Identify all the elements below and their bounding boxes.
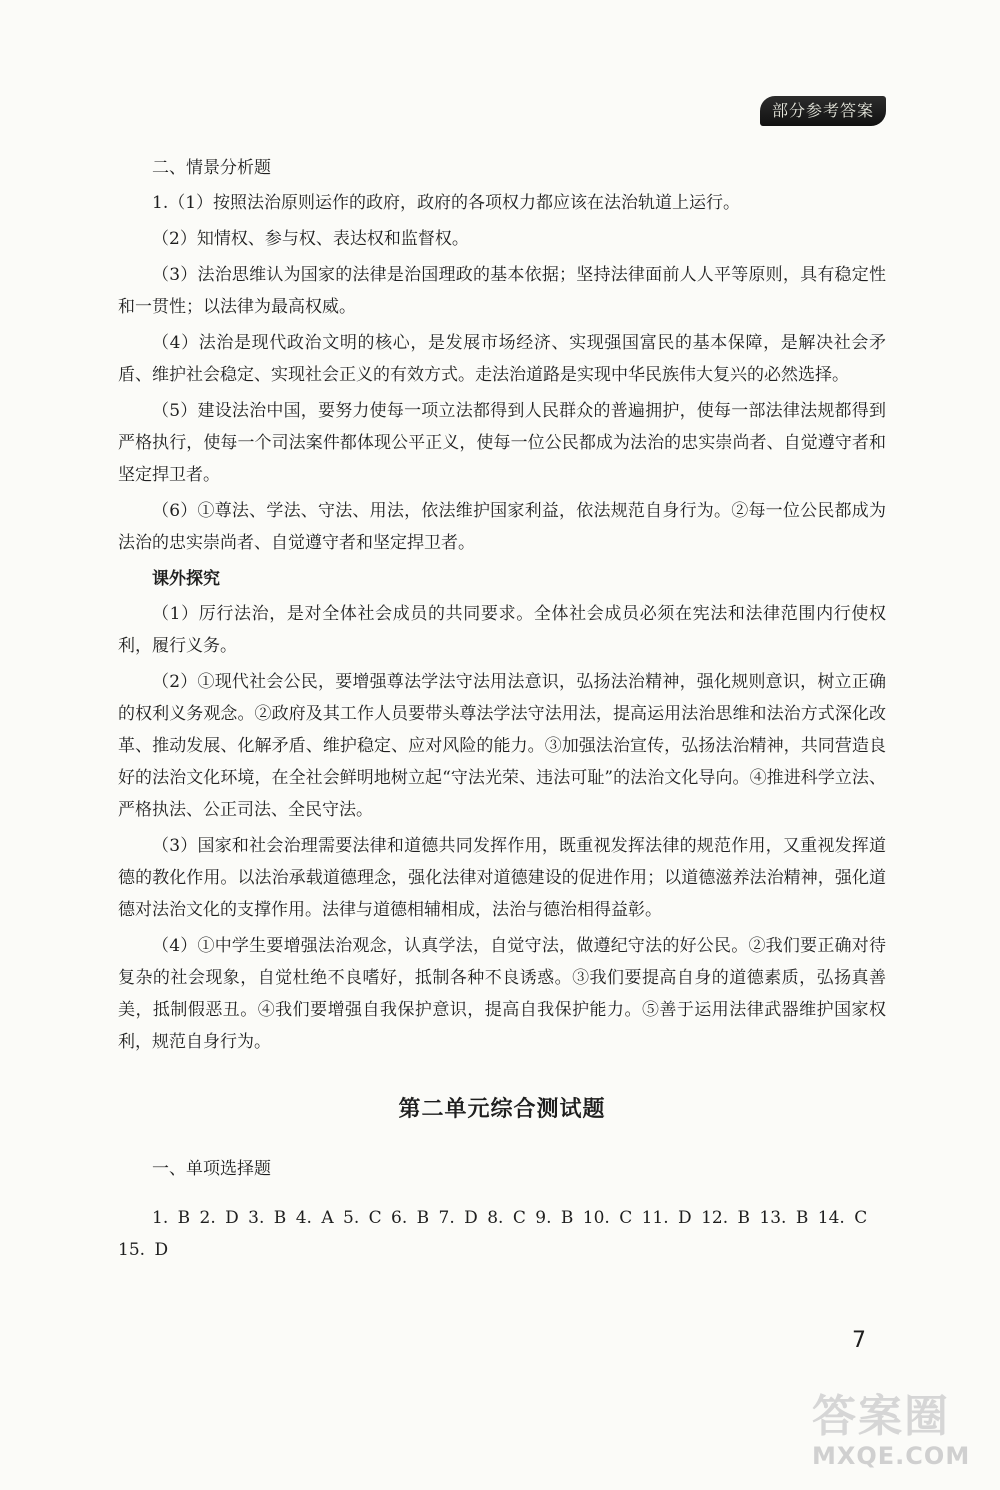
page-number: 7 (852, 1328, 866, 1353)
answer-paragraph: （3）法治思维认为国家的法律是治国理政的基本依据；坚持法律面前人人平等原则，具有稳定性和一贯性；以法律为最高权威。 (118, 265, 886, 317)
answer-paragraph: （6）①尊法、学法、守法、用法，依法维护国家利益，依法规范自身行为。②每一位公民都成为法治的忠实崇尚者、自觉遵守者和坚定捍卫者。 (118, 501, 886, 553)
answer-paragraph: 1.（1）按照法治原则运作的政府，政府的各项权力都应该在法治轨道上运行。 (152, 193, 741, 213)
answer-paragraph: （2）知情权、参与权、表达权和监督权。 (152, 229, 469, 249)
watermark-logo (812, 1392, 982, 1482)
watermark-url: MXQE.COM (812, 1442, 971, 1470)
choice-answers: 1. B 2. D 3. B 4. A 5. C 6. B 7. D 8. C 9. B 10. C 11. D 12. B 13. B 14. C 15. D (118, 1208, 868, 1260)
subsection-title: 一、单项选择题 (152, 1159, 271, 1179)
answer-paragraph: （3）国家和社会治理需要法律和道德共同发挥作用，既重视发挥法律的规范作用，又重视发挥道德的教化作用。以法治承载道德理念，强化法律对道德建设的促进作用；以道德滋养法治精神，强化道德对法治文化的支撑作用。法律与道德相辅相成，法治与德治相得益彰。 (118, 836, 886, 920)
section-title-extra: 课外探究 (152, 569, 220, 589)
answer-paragraph: （2）①现代社会公民，要增强尊法学法守法用法意识，弘扬法治精神，强化规则意识，树立正确的权利义务观念。②政府及其工作人员要带头尊法学法守法用法，提高运用法治思维和法治方式深化改革、推动发展、化解矛盾、维护稳定、应对风险的能力。③加强法治宣传，弘扬法治精神，共同营造良好的法治文化环境，在全社会鲜明地树立起“守法光荣、违法可耻”的法治文化导向。④推进科学立法、严格执法、公正司法、全民守法。 (118, 672, 886, 820)
section-badge: 部分参考答案 (760, 96, 886, 126)
section-title-scenario: 二、情景分析题 (152, 158, 271, 178)
answer-paragraph: （1）厉行法治，是对全体社会成员的共同要求。全体社会成员必须在宪法和法律范围内行使权利，履行义务。 (118, 604, 886, 656)
answer-paragraph: （4）①中学生要增强法治观念，认真学法，自觉守法，做遵纪守法的好公民。②我们要正确对待复杂的社会现象，自觉杜绝不良嗜好，抵制各种不良诱惑。③我们要提高自身的道德素质，弘扬真善美，抵制假恶丑。④我们要增强自我保护意识，提高自我保护能力。⑤善于运用法律武器维护国家权利，规范自身行为。 (118, 936, 886, 1052)
page-content (118, 152, 886, 1283)
answer-paragraph: （5）建设法治中国，要努力使每一项立法都得到人民群众的普遍拥护，使每一部法律法规都得到严格执行，使每一个司法案件都体现公平正义，使每一位公民都成为法治的忠实崇尚者、自觉遵守者和坚定捍卫者。 (118, 401, 886, 485)
unit-test-title: 第二单元综合测试题 (398, 1097, 606, 1122)
watermark-text: 答案圈 (812, 1391, 950, 1442)
answer-paragraph: （4）法治是现代政治文明的核心，是发展市场经济、实现强国富民的基本保障，是解决社会矛盾、维护社会稳定、实现社会正义的有效方式。走法治道路是实现中华民族伟大复兴的必然选择。 (118, 333, 886, 385)
